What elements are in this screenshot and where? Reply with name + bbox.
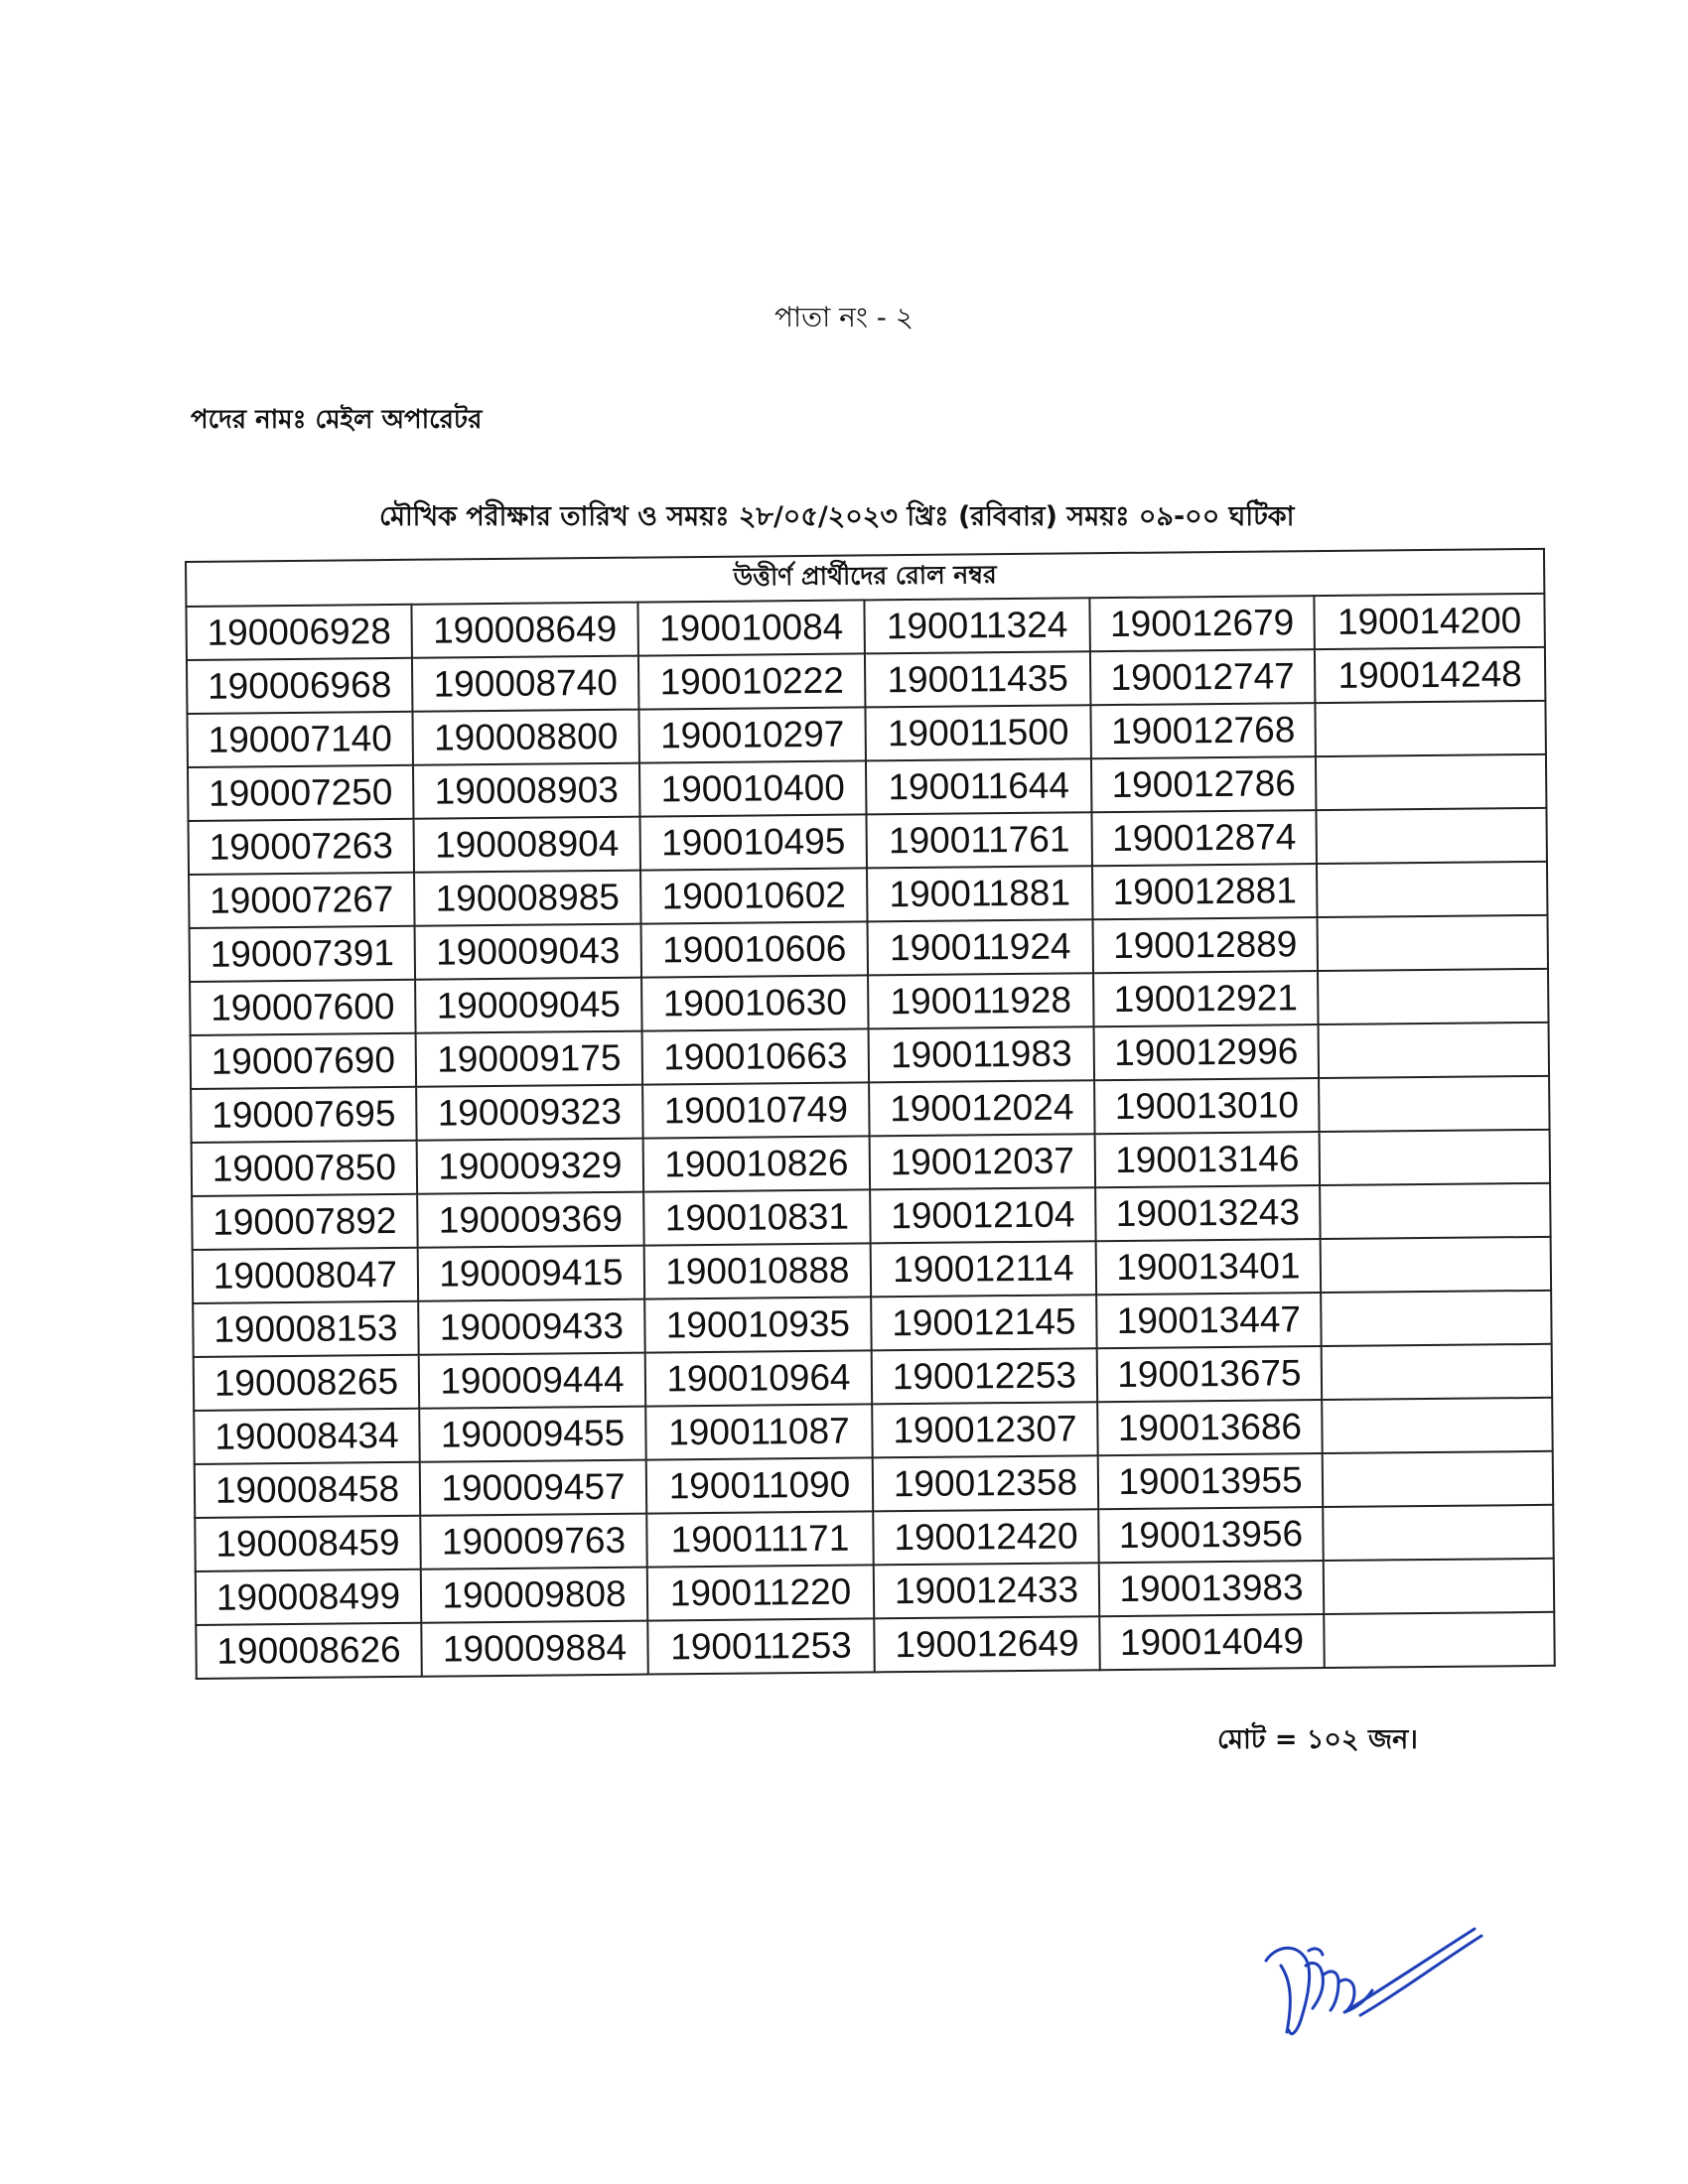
roll-number-cell: 190012768 (1090, 703, 1316, 758)
roll-number-cell (1316, 754, 1547, 810)
roll-number-cell: 190007263 (189, 819, 415, 875)
roll-number-cell (1324, 1559, 1555, 1614)
roll-number-cell: 190010400 (639, 760, 867, 816)
roll-number-cell: 190012921 (1093, 971, 1319, 1026)
roll-number-cell: 190009415 (418, 1246, 645, 1301)
roll-number-cell: 190011644 (866, 758, 1092, 814)
table-body (186, 594, 1554, 1679)
roll-number-cell (1315, 701, 1546, 756)
roll-number-cell: 190012649 (874, 1616, 1100, 1672)
roll-number-cell: 190013010 (1094, 1078, 1320, 1134)
roll-number-cell: 190010222 (638, 653, 866, 709)
roll-number-cell: 190009045 (415, 978, 642, 1033)
roll-number-cell: 190006968 (187, 658, 413, 714)
roll-number-cell: 190012881 (1092, 864, 1318, 919)
roll-number-cell: 190009043 (415, 924, 642, 980)
roll-number-cell: 190006928 (186, 605, 412, 660)
roll-number-cell (1322, 1344, 1553, 1400)
roll-number-cell: 190007690 (191, 1033, 417, 1089)
roll-number-cell: 190007140 (187, 712, 413, 767)
roll-number-cell: 190009323 (416, 1085, 643, 1141)
roll-number-cell: 190010964 (645, 1350, 873, 1406)
roll-number-cell (1321, 1237, 1552, 1293)
roll-number-cell: 190007600 (190, 980, 416, 1035)
roll-number-cell (1317, 915, 1548, 971)
total-count: মোট = ১০২ জন। (1217, 1724, 1418, 1755)
roll-number-cell: 190008499 (196, 1570, 422, 1625)
roll-number-cell: 190012307 (872, 1402, 1098, 1457)
roll-number-cell: 190010663 (642, 1028, 870, 1084)
roll-number-cell: 190012358 (873, 1455, 1099, 1511)
roll-number-cell: 190008153 (193, 1301, 419, 1357)
roll-number-cell: 190010935 (644, 1297, 872, 1352)
roll-number-cell: 190013675 (1097, 1346, 1323, 1402)
roll-number-cell: 190011924 (868, 919, 1094, 975)
roll-number-cell: 190012433 (874, 1563, 1100, 1618)
post-name: পদের নামঃ মেইল অপারেটর (191, 405, 483, 435)
roll-number-cell: 190008903 (413, 763, 640, 819)
roll-number-cell: 190010084 (637, 600, 865, 655)
roll-number-cell: 190007892 (192, 1194, 418, 1250)
roll-number-cell (1323, 1451, 1554, 1507)
roll-number-cell (1320, 1183, 1551, 1239)
roll-number-cell: 190011171 (646, 1511, 874, 1567)
roll-number-cell: 190008434 (194, 1409, 420, 1464)
roll-number-cell: 190012104 (870, 1187, 1096, 1243)
roll-number-cell (1316, 808, 1547, 864)
roll-number-cell: 190008800 (412, 710, 639, 765)
roll-number-cell: 190009369 (417, 1192, 644, 1248)
roll-number-cell: 190009763 (420, 1514, 647, 1570)
roll-number-cell: 190012420 (873, 1509, 1099, 1565)
roll-number-cell: 190012145 (871, 1295, 1097, 1350)
roll-number-cell: 190010826 (643, 1136, 871, 1191)
roll-number-cell: 190011220 (647, 1565, 875, 1620)
roll-number-cell: 190011435 (865, 651, 1091, 707)
roll-number-cell: 190010495 (639, 814, 867, 870)
roll-number-cell (1323, 1505, 1554, 1561)
exam-date-time: মৌখিক পরীক্ষার তারিখ ও সময়ঃ ২৮/০৫/২০২৩ খ্রিঃ (রবিবার) সময়ঃ ০৯-০০ ঘটিকা (379, 501, 1295, 532)
table-header: উত্তীর্ণ প্রার্থীদের রোল নম্বর (186, 549, 1544, 607)
roll-number-cell: 190014248 (1315, 647, 1546, 703)
roll-number-cell: 190007391 (190, 926, 416, 982)
roll-number-cell: 190011983 (869, 1026, 1095, 1082)
roll-number-cell: 190012253 (872, 1348, 1098, 1404)
signature (1251, 1921, 1489, 2050)
roll-number-cell: 190009329 (417, 1139, 644, 1194)
roll-number-cell: 190010297 (638, 707, 866, 762)
roll-number-cell: 190009444 (419, 1353, 646, 1409)
roll-number-cell: 190014049 (1099, 1614, 1325, 1670)
roll-number-cell: 190013243 (1095, 1185, 1321, 1241)
roll-number-cell: 190008985 (414, 871, 641, 926)
roll-number-cell (1317, 862, 1548, 917)
roll-number-cell: 190013686 (1097, 1400, 1323, 1455)
roll-number-cell: 190011881 (867, 866, 1093, 921)
roll-number-cell: 190013401 (1096, 1239, 1322, 1295)
roll-number-cell: 190007695 (191, 1087, 417, 1143)
roll-number-cell: 190013955 (1098, 1453, 1324, 1509)
roll-number-cell: 190013447 (1096, 1293, 1322, 1348)
roll-number-cell: 190009455 (419, 1407, 646, 1462)
roll-number-cell: 190010831 (643, 1189, 871, 1245)
roll-number-table-wrapper (185, 548, 1554, 1680)
roll-number-cell: 190008649 (411, 603, 638, 658)
roll-number-cell: 190009808 (421, 1568, 648, 1623)
roll-number-cell: 190013146 (1095, 1132, 1321, 1187)
roll-number-cell: 190008458 (195, 1462, 421, 1518)
roll-number-cell (1319, 1076, 1550, 1132)
roll-number-cell: 190011090 (646, 1457, 874, 1513)
page-number: পাতা নং - ২ (774, 301, 914, 334)
roll-number-cell: 190009884 (421, 1621, 648, 1677)
roll-number-cell: 190012114 (871, 1241, 1097, 1297)
roll-number-cell: 190007250 (188, 765, 414, 821)
roll-number-cell: 190010630 (641, 975, 869, 1030)
roll-number-cell: 190011928 (868, 973, 1094, 1028)
roll-number-cell: 190011324 (864, 598, 1090, 653)
roll-number-cell: 190011087 (645, 1404, 873, 1459)
roll-number-cell: 190012679 (1089, 596, 1315, 651)
roll-number-cell: 190012024 (869, 1080, 1095, 1136)
roll-number-cell: 190012037 (870, 1134, 1096, 1189)
roll-number-cell: 190008047 (193, 1248, 419, 1303)
roll-number-cell: 190008740 (412, 656, 639, 712)
roll-number-cell: 190008265 (194, 1355, 420, 1411)
roll-number-cell (1322, 1398, 1553, 1453)
roll-number-cell (1324, 1612, 1555, 1668)
roll-number-cell: 190011500 (865, 705, 1091, 760)
roll-number-cell: 190011253 (647, 1618, 875, 1674)
roll-number-cell: 190010749 (642, 1082, 870, 1138)
roll-number-cell: 190012874 (1091, 810, 1317, 866)
roll-number-cell: 190012996 (1094, 1024, 1320, 1080)
roll-number-cell: 190012889 (1093, 917, 1319, 973)
roll-number-cell: 190008904 (414, 817, 641, 873)
roll-number-cell (1318, 969, 1549, 1024)
roll-number-cell: 190010888 (644, 1243, 872, 1298)
roll-number-cell: 190013983 (1099, 1561, 1325, 1616)
roll-number-cell: 190012786 (1091, 756, 1317, 812)
roll-number-cell: 190007267 (189, 873, 415, 928)
roll-number-cell: 190011761 (866, 812, 1092, 868)
roll-number-cell: 190012747 (1090, 649, 1316, 705)
roll-number-cell (1321, 1291, 1552, 1346)
roll-number-cell: 190010606 (641, 921, 869, 977)
roll-number-cell: 190008626 (196, 1623, 422, 1679)
roll-number-cell: 190007850 (192, 1141, 418, 1196)
roll-number-cell: 190008459 (195, 1516, 421, 1571)
roll-number-cell: 190009457 (420, 1460, 647, 1516)
roll-number-cell: 190009433 (418, 1299, 645, 1355)
roll-number-table (185, 548, 1556, 1680)
roll-number-cell (1320, 1130, 1551, 1185)
roll-number-cell: 190014200 (1314, 594, 1545, 649)
roll-number-cell: 190013956 (1098, 1507, 1324, 1563)
roll-number-cell: 190010602 (640, 868, 868, 923)
roll-number-cell (1319, 1023, 1550, 1078)
roll-number-cell: 190009175 (416, 1031, 643, 1087)
